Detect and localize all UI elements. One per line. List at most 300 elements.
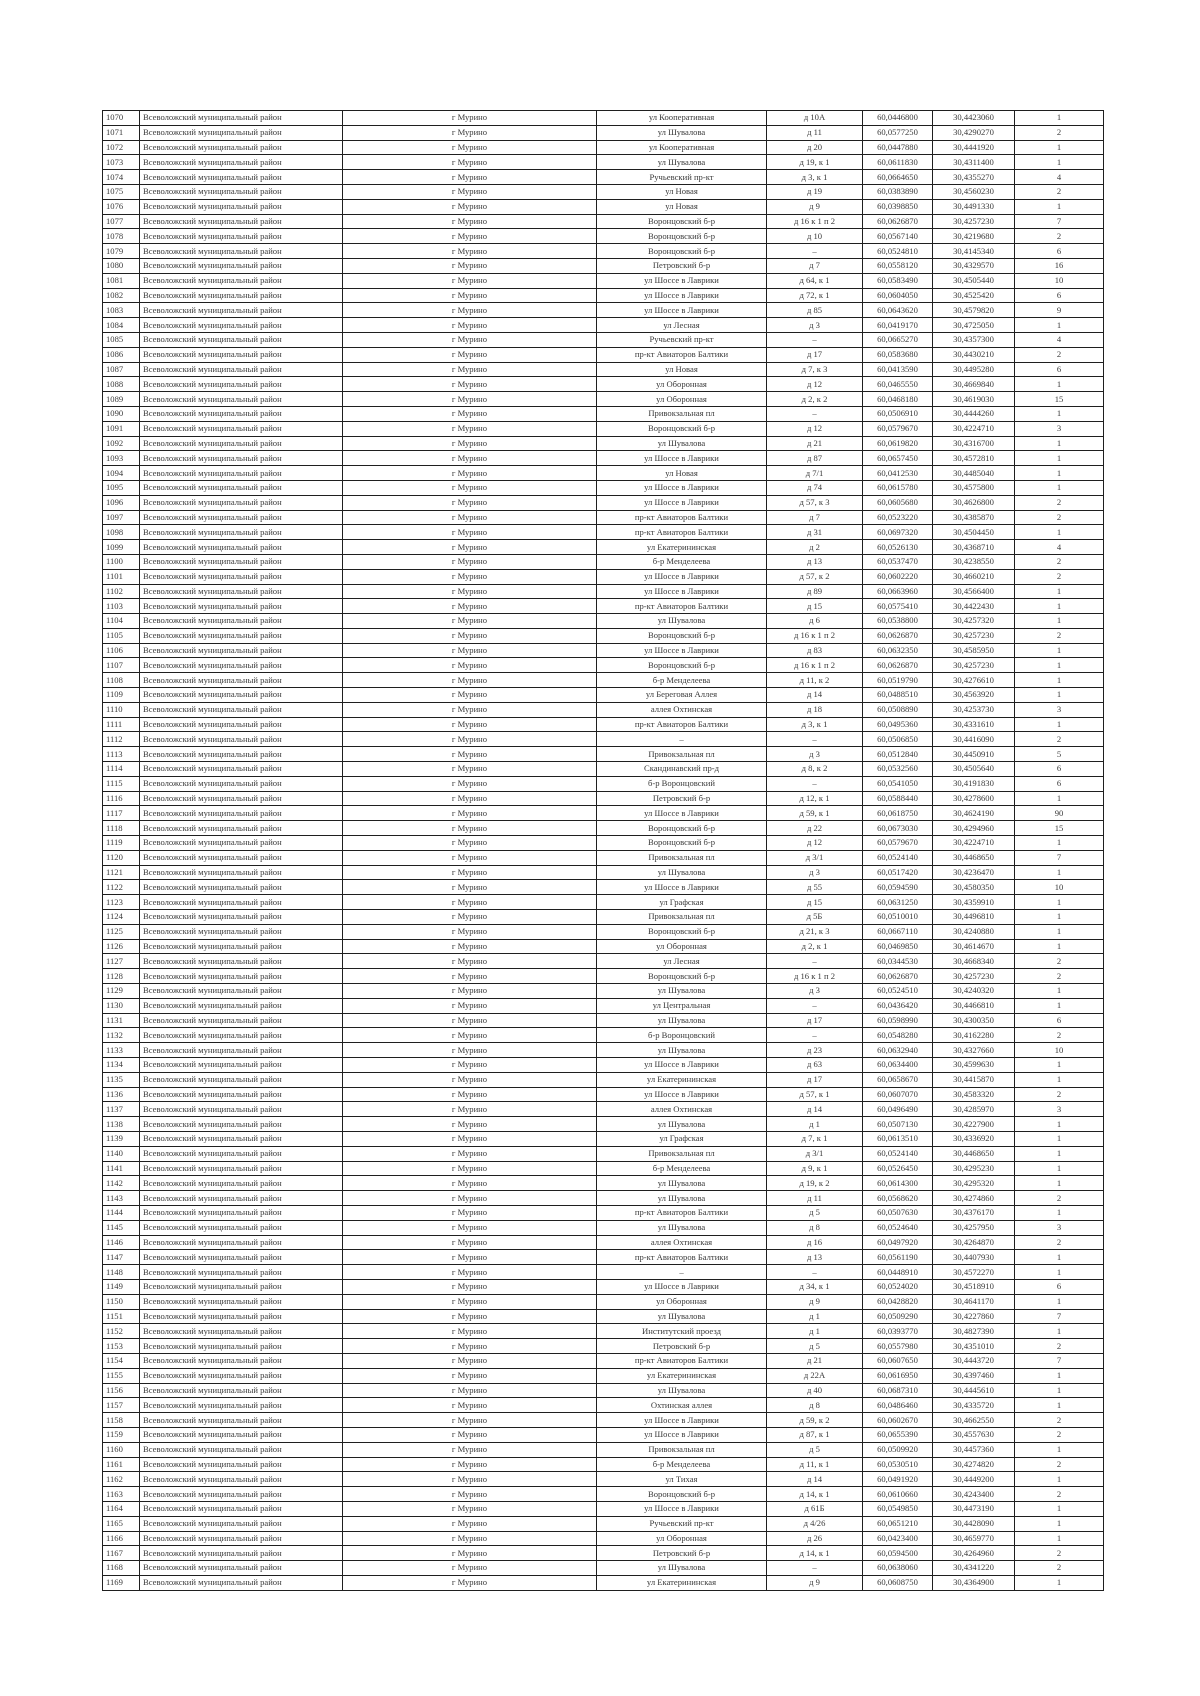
house-cell: д 1: [767, 1117, 863, 1132]
house-cell: д 59, к 1: [767, 806, 863, 821]
table-row: [103, 806, 1104, 821]
record-number-cell: 1131: [103, 1013, 140, 1028]
city-cell: г Мурино: [343, 540, 597, 555]
latitude-cell: 60,0626870: [863, 969, 933, 984]
table-row: [103, 273, 1104, 288]
count-cell: 1: [1015, 318, 1104, 333]
house-cell: д 1: [767, 1324, 863, 1339]
district-cell: Всеволожский муниципальный район: [140, 599, 343, 614]
house-cell: д 16: [767, 1235, 863, 1250]
count-cell: 1: [1015, 984, 1104, 999]
record-number-cell: 1142: [103, 1176, 140, 1191]
longitude-cell: 30,4341220: [933, 1561, 1015, 1576]
count-cell: 1: [1015, 525, 1104, 540]
latitude-cell: 60,0634400: [863, 1058, 933, 1073]
city-cell: г Мурино: [343, 1427, 597, 1442]
city-cell: г Мурино: [343, 969, 597, 984]
city-cell: г Мурино: [343, 1102, 597, 1117]
city-cell: г Мурино: [343, 288, 597, 303]
city-cell: г Мурино: [343, 1058, 597, 1073]
street-cell: ул Новая: [597, 199, 767, 214]
table-row: [103, 628, 1104, 643]
street-cell: ул Шоссе в Лаврики: [597, 288, 767, 303]
count-cell: 2: [1015, 1191, 1104, 1206]
house-cell: д 57, к 3: [767, 495, 863, 510]
street-cell: Ручьевский пр-кт: [597, 170, 767, 185]
city-cell: г Мурино: [343, 1191, 597, 1206]
district-cell: Всеволожский муниципальный район: [140, 510, 343, 525]
latitude-cell: 60,0491920: [863, 1472, 933, 1487]
house-cell: –: [767, 244, 863, 259]
district-cell: Всеволожский муниципальный район: [140, 998, 343, 1013]
longitude-cell: 30,4626800: [933, 495, 1015, 510]
house-cell: д 59, к 2: [767, 1413, 863, 1428]
table-row: [103, 318, 1104, 333]
street-cell: Воронцовский б-р: [597, 214, 767, 229]
street-cell: пр-кт Авиаторов Балтики: [597, 347, 767, 362]
street-cell: ул Шувалова: [597, 865, 767, 880]
record-number-cell: 1075: [103, 184, 140, 199]
city-cell: г Мурино: [343, 1265, 597, 1280]
house-cell: д 7, к 3: [767, 362, 863, 377]
longitude-cell: 30,4329570: [933, 258, 1015, 273]
table-row: [103, 717, 1104, 732]
longitude-cell: 30,4227860: [933, 1309, 1015, 1324]
house-cell: д 16 к 1 п 2: [767, 969, 863, 984]
city-cell: г Мурино: [343, 1575, 597, 1590]
table-row: [103, 1176, 1104, 1191]
table-row: [103, 1487, 1104, 1502]
street-cell: Привокзальная пл: [597, 910, 767, 925]
latitude-cell: 60,0524140: [863, 850, 933, 865]
district-cell: Всеволожский муниципальный район: [140, 406, 343, 421]
street-cell: ул Новая: [597, 362, 767, 377]
latitude-cell: 60,0524810: [863, 244, 933, 259]
house-cell: д 3: [767, 318, 863, 333]
house-cell: д 6: [767, 614, 863, 629]
latitude-cell: 60,0665270: [863, 332, 933, 347]
latitude-cell: 60,0643620: [863, 303, 933, 318]
longitude-cell: 30,4563920: [933, 688, 1015, 703]
table-row: [103, 377, 1104, 392]
record-number-cell: 1096: [103, 495, 140, 510]
house-cell: д 3: [767, 747, 863, 762]
latitude-cell: 60,0436420: [863, 998, 933, 1013]
latitude-cell: 60,0626870: [863, 658, 933, 673]
house-cell: д 15: [767, 895, 863, 910]
latitude-cell: 60,0638060: [863, 1561, 933, 1576]
count-cell: 2: [1015, 1028, 1104, 1043]
record-number-cell: 1147: [103, 1250, 140, 1265]
house-cell: –: [767, 954, 863, 969]
count-cell: 1: [1015, 406, 1104, 421]
house-cell: д 16 к 1 п 2: [767, 658, 863, 673]
record-number-cell: 1123: [103, 895, 140, 910]
table-row: [103, 1279, 1104, 1294]
table-row: [103, 1398, 1104, 1413]
count-cell: 1: [1015, 998, 1104, 1013]
count-cell: 1: [1015, 1398, 1104, 1413]
record-number-cell: 1111: [103, 717, 140, 732]
table-row: [103, 658, 1104, 673]
latitude-cell: 60,0523220: [863, 510, 933, 525]
table-row: [103, 1413, 1104, 1428]
latitude-cell: 60,0412530: [863, 466, 933, 481]
city-cell: г Мурино: [343, 836, 597, 851]
longitude-cell: 30,4468650: [933, 850, 1015, 865]
longitude-cell: 30,4359910: [933, 895, 1015, 910]
street-cell: ул Шоссе в Лаврики: [597, 451, 767, 466]
count-cell: 2: [1015, 732, 1104, 747]
house-cell: д 7: [767, 510, 863, 525]
house-cell: д 63: [767, 1058, 863, 1073]
longitude-cell: 30,4491330: [933, 199, 1015, 214]
longitude-cell: 30,4191830: [933, 776, 1015, 791]
record-number-cell: 1102: [103, 584, 140, 599]
table-row: [103, 1013, 1104, 1028]
count-cell: 7: [1015, 1309, 1104, 1324]
street-cell: ул Оборонная: [597, 939, 767, 954]
record-number-cell: 1073: [103, 155, 140, 170]
city-cell: г Мурино: [343, 184, 597, 199]
table-row: [103, 910, 1104, 925]
district-cell: Всеволожский муниципальный район: [140, 895, 343, 910]
street-cell: аллея Охтинская: [597, 1102, 767, 1117]
longitude-cell: 30,4572810: [933, 451, 1015, 466]
street-cell: Воронцовский б-р: [597, 658, 767, 673]
record-number-cell: 1117: [103, 806, 140, 821]
table-row: [103, 303, 1104, 318]
record-number-cell: 1090: [103, 406, 140, 421]
table-row: [103, 466, 1104, 481]
longitude-cell: 30,4336920: [933, 1131, 1015, 1146]
city-cell: г Мурино: [343, 762, 597, 777]
city-cell: г Мурино: [343, 1353, 597, 1368]
district-cell: Всеволожский муниципальный район: [140, 318, 343, 333]
record-number-cell: 1099: [103, 540, 140, 555]
house-cell: д 3, к 1: [767, 717, 863, 732]
count-cell: 1: [1015, 1294, 1104, 1309]
table-row: [103, 895, 1104, 910]
count-cell: 1: [1015, 1117, 1104, 1132]
record-number-cell: 1077: [103, 214, 140, 229]
city-cell: г Мурино: [343, 584, 597, 599]
longitude-cell: 30,4274820: [933, 1457, 1015, 1472]
street-cell: ул Лесная: [597, 318, 767, 333]
district-cell: Всеволожский муниципальный район: [140, 451, 343, 466]
count-cell: 1: [1015, 111, 1104, 126]
street-cell: ул Шоссе в Лаврики: [597, 1279, 767, 1294]
table-row: [103, 821, 1104, 836]
street-cell: ул Шоссе в Лаврики: [597, 303, 767, 318]
table-row: [103, 1516, 1104, 1531]
district-cell: Всеволожский муниципальный район: [140, 1117, 343, 1132]
table-row: [103, 1043, 1104, 1058]
street-cell: ул Шоссе в Лаврики: [597, 1427, 767, 1442]
count-cell: 10: [1015, 273, 1104, 288]
longitude-cell: 30,4253730: [933, 702, 1015, 717]
latitude-cell: 60,0549850: [863, 1501, 933, 1516]
street-cell: ул Шувалова: [597, 125, 767, 140]
street-cell: Петровский б-р: [597, 258, 767, 273]
table-row: [103, 688, 1104, 703]
table-row: [103, 1235, 1104, 1250]
record-number-cell: 1138: [103, 1117, 140, 1132]
latitude-cell: 60,0413590: [863, 362, 933, 377]
latitude-cell: 60,0495360: [863, 717, 933, 732]
street-cell: ул Шоссе в Лаврики: [597, 1501, 767, 1516]
table-row: [103, 258, 1104, 273]
record-number-cell: 1100: [103, 554, 140, 569]
longitude-cell: 30,4415870: [933, 1072, 1015, 1087]
count-cell: 2: [1015, 569, 1104, 584]
count-cell: 1: [1015, 1531, 1104, 1546]
record-number-cell: 1087: [103, 362, 140, 377]
record-number-cell: 1169: [103, 1575, 140, 1590]
district-cell: Всеволожский муниципальный район: [140, 865, 343, 880]
district-cell: Всеволожский муниципальный район: [140, 155, 343, 170]
district-cell: Всеволожский муниципальный район: [140, 1102, 343, 1117]
count-cell: 6: [1015, 1279, 1104, 1294]
record-number-cell: 1151: [103, 1309, 140, 1324]
latitude-cell: 60,0507630: [863, 1205, 933, 1220]
table-row: [103, 954, 1104, 969]
house-cell: д 23: [767, 1043, 863, 1058]
latitude-cell: 60,0468180: [863, 392, 933, 407]
record-number-cell: 1079: [103, 244, 140, 259]
latitude-cell: 60,0557980: [863, 1339, 933, 1354]
district-cell: Всеволожский муниципальный район: [140, 140, 343, 155]
count-cell: 15: [1015, 392, 1104, 407]
house-cell: д 22: [767, 821, 863, 836]
district-cell: Всеволожский муниципальный район: [140, 466, 343, 481]
street-cell: –: [597, 732, 767, 747]
longitude-cell: 30,4238550: [933, 554, 1015, 569]
count-cell: 6: [1015, 288, 1104, 303]
city-cell: г Мурино: [343, 880, 597, 895]
house-cell: д 16 к 1 п 2: [767, 628, 863, 643]
record-number-cell: 1144: [103, 1205, 140, 1220]
house-cell: д 64, к 1: [767, 273, 863, 288]
house-cell: д 26: [767, 1531, 863, 1546]
record-number-cell: 1153: [103, 1339, 140, 1354]
table-row: [103, 1102, 1104, 1117]
street-cell: пр-кт Авиаторов Балтики: [597, 717, 767, 732]
longitude-cell: 30,4274860: [933, 1191, 1015, 1206]
longitude-cell: 30,4430210: [933, 347, 1015, 362]
longitude-cell: 30,4518910: [933, 1279, 1015, 1294]
longitude-cell: 30,4224710: [933, 421, 1015, 436]
house-cell: д 12: [767, 377, 863, 392]
count-cell: 1: [1015, 1368, 1104, 1383]
district-cell: Всеволожский муниципальный район: [140, 1487, 343, 1502]
city-cell: г Мурино: [343, 1309, 597, 1324]
house-cell: д 61Б: [767, 1501, 863, 1516]
longitude-cell: 30,4376170: [933, 1205, 1015, 1220]
house-cell: д 83: [767, 643, 863, 658]
record-number-cell: 1140: [103, 1146, 140, 1161]
street-cell: ул Екатерининская: [597, 1072, 767, 1087]
record-number-cell: 1122: [103, 880, 140, 895]
street-cell: Институтский проезд: [597, 1324, 767, 1339]
street-cell: Привокзальная пл: [597, 1146, 767, 1161]
longitude-cell: 30,4385870: [933, 510, 1015, 525]
street-cell: Ручьевский пр-кт: [597, 332, 767, 347]
count-cell: 2: [1015, 229, 1104, 244]
table-row: [103, 1546, 1104, 1561]
street-cell: Воронцовский б-р: [597, 924, 767, 939]
house-cell: д 85: [767, 303, 863, 318]
district-cell: Всеволожский муниципальный район: [140, 688, 343, 703]
longitude-cell: 30,4276610: [933, 673, 1015, 688]
street-cell: Воронцовский б-р: [597, 969, 767, 984]
city-cell: г Мурино: [343, 244, 597, 259]
table-row: [103, 347, 1104, 362]
latitude-cell: 60,0393770: [863, 1324, 933, 1339]
latitude-cell: 60,0567140: [863, 229, 933, 244]
city-cell: г Мурино: [343, 732, 597, 747]
latitude-cell: 60,0658670: [863, 1072, 933, 1087]
street-cell: пр-кт Авиаторов Балтики: [597, 599, 767, 614]
record-number-cell: 1134: [103, 1058, 140, 1073]
count-cell: 1: [1015, 924, 1104, 939]
city-cell: г Мурино: [343, 954, 597, 969]
district-cell: Всеволожский муниципальный район: [140, 776, 343, 791]
longitude-cell: 30,4335720: [933, 1398, 1015, 1413]
longitude-cell: 30,4579820: [933, 303, 1015, 318]
latitude-cell: 60,0423400: [863, 1531, 933, 1546]
latitude-cell: 60,0618750: [863, 806, 933, 821]
count-cell: 6: [1015, 776, 1104, 791]
city-cell: г Мурино: [343, 480, 597, 495]
longitude-cell: 30,4525420: [933, 288, 1015, 303]
count-cell: 1: [1015, 688, 1104, 703]
record-number-cell: 1121: [103, 865, 140, 880]
latitude-cell: 60,0632350: [863, 643, 933, 658]
count-cell: 1: [1015, 599, 1104, 614]
longitude-cell: 30,4580350: [933, 880, 1015, 895]
street-cell: ул Шоссе в Лаврики: [597, 880, 767, 895]
street-cell: ул Шувалова: [597, 155, 767, 170]
table-row: [103, 1161, 1104, 1176]
district-cell: Всеволожский муниципальный район: [140, 214, 343, 229]
district-cell: Всеволожский муниципальный район: [140, 170, 343, 185]
district-cell: Всеволожский муниципальный район: [140, 1575, 343, 1590]
street-cell: пр-кт Авиаторов Балтики: [597, 525, 767, 540]
latitude-cell: 60,0594590: [863, 880, 933, 895]
city-cell: г Мурино: [343, 1294, 597, 1309]
table-row: [103, 791, 1104, 806]
house-cell: д 3: [767, 984, 863, 999]
street-cell: ул Шувалова: [597, 1176, 767, 1191]
district-cell: Всеволожский муниципальный район: [140, 628, 343, 643]
record-number-cell: 1164: [103, 1501, 140, 1516]
district-cell: Всеволожский муниципальный район: [140, 244, 343, 259]
city-cell: г Мурино: [343, 865, 597, 880]
district-cell: Всеволожский муниципальный район: [140, 421, 343, 436]
record-number-cell: 1162: [103, 1472, 140, 1487]
street-cell: ул Оборонная: [597, 1294, 767, 1309]
city-cell: г Мурино: [343, 495, 597, 510]
record-number-cell: 1167: [103, 1546, 140, 1561]
street-cell: Привокзальная пл: [597, 1442, 767, 1457]
latitude-cell: 60,0588440: [863, 791, 933, 806]
street-cell: Петровский б-р: [597, 1546, 767, 1561]
record-number-cell: 1146: [103, 1235, 140, 1250]
latitude-cell: 60,0508890: [863, 702, 933, 717]
table-row: [103, 880, 1104, 895]
longitude-cell: 30,4660210: [933, 569, 1015, 584]
house-cell: –: [767, 1028, 863, 1043]
table-row: [103, 850, 1104, 865]
table-row: [103, 1087, 1104, 1102]
district-cell: Всеволожский муниципальный район: [140, 1205, 343, 1220]
latitude-cell: 60,0558120: [863, 258, 933, 273]
house-cell: д 87, к 1: [767, 1427, 863, 1442]
city-cell: г Мурино: [343, 821, 597, 836]
street-cell: ул Оборонная: [597, 1531, 767, 1546]
city-cell: г Мурино: [343, 332, 597, 347]
city-cell: г Мурино: [343, 1072, 597, 1087]
street-cell: Воронцовский б-р: [597, 244, 767, 259]
city-cell: г Мурино: [343, 1546, 597, 1561]
street-cell: б-р Менделеева: [597, 1457, 767, 1472]
count-cell: 1: [1015, 658, 1104, 673]
table-row: [103, 184, 1104, 199]
record-number-cell: 1137: [103, 1102, 140, 1117]
house-cell: д 3/1: [767, 850, 863, 865]
street-cell: ул Шоссе в Лаврики: [597, 1058, 767, 1073]
count-cell: 2: [1015, 1235, 1104, 1250]
latitude-cell: 60,0538800: [863, 614, 933, 629]
count-cell: 1: [1015, 1383, 1104, 1398]
longitude-cell: 30,4669840: [933, 377, 1015, 392]
table-row: [103, 1191, 1104, 1206]
table-row: [103, 1575, 1104, 1590]
count-cell: 2: [1015, 495, 1104, 510]
count-cell: 90: [1015, 806, 1104, 821]
latitude-cell: 60,0488510: [863, 688, 933, 703]
table-row: [103, 244, 1104, 259]
street-cell: ул Шоссе в Лаврики: [597, 584, 767, 599]
latitude-cell: 60,0626870: [863, 628, 933, 643]
city-cell: г Мурино: [343, 451, 597, 466]
table-row: [103, 525, 1104, 540]
latitude-cell: 60,0519790: [863, 673, 933, 688]
city-cell: г Мурино: [343, 1220, 597, 1235]
longitude-cell: 30,4257230: [933, 969, 1015, 984]
table-row: [103, 747, 1104, 762]
longitude-cell: 30,4364900: [933, 1575, 1015, 1590]
street-cell: Привокзальная пл: [597, 747, 767, 762]
table-row: [103, 495, 1104, 510]
district-cell: Всеволожский муниципальный район: [140, 1531, 343, 1546]
street-cell: ул Графская: [597, 895, 767, 910]
count-cell: 1: [1015, 1442, 1104, 1457]
house-cell: д 10А: [767, 111, 863, 126]
count-cell: 1: [1015, 1072, 1104, 1087]
latitude-cell: 60,0506910: [863, 406, 933, 421]
count-cell: 6: [1015, 362, 1104, 377]
district-cell: Всеволожский муниципальный район: [140, 1279, 343, 1294]
street-cell: ул Центральная: [597, 998, 767, 1013]
city-cell: г Мурино: [343, 273, 597, 288]
district-cell: Всеволожский муниципальный район: [140, 1339, 343, 1354]
district-cell: Всеволожский муниципальный район: [140, 1072, 343, 1087]
city-cell: г Мурино: [343, 392, 597, 407]
district-cell: Всеволожский муниципальный район: [140, 1294, 343, 1309]
count-cell: 1: [1015, 1472, 1104, 1487]
